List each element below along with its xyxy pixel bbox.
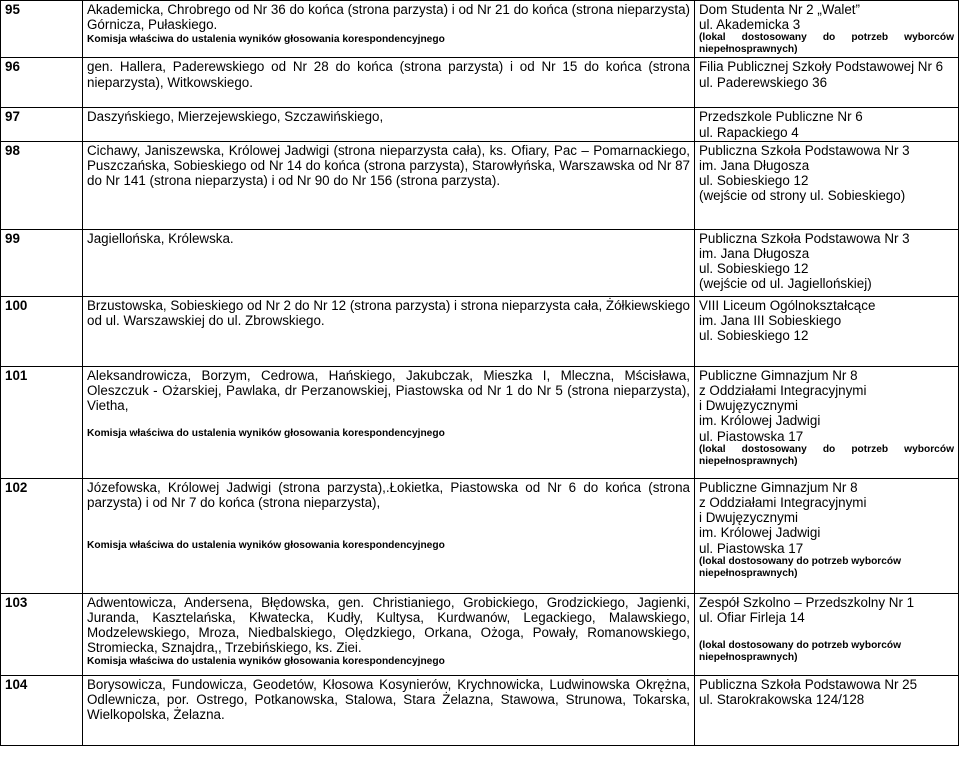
district-streets: Jagiellońska, Królewska. — [83, 229, 695, 296]
table-row — [1, 593, 959, 675]
polling-place: Publiczna Szkoła Podstawowa Nr 25 ul. Starokrakowska 124/128 — [695, 675, 959, 745]
polling-place: Publiczne Gimnazjum Nr 8 z Oddziałami Integracyjnymi i Dwujęzycznymi im. Królowej Jadwigi ul. Piastowska 17 (lokal dostosowany do potrzeb wyborców niepełnosprawnych) — [695, 478, 959, 593]
accessibility-note: (lokal dostosowany do potrzeb wyborców niepełnosprawnych) — [699, 555, 902, 579]
district-number: 101 — [1, 366, 83, 478]
polling-place: Publiczna Szkoła Podstawowa Nr 3 im. Jana Długosza ul. Sobieskiego 12 (wejście od ul. Jagiellońskiej) — [695, 229, 959, 296]
commission-note: Komisja właściwa do ustalenia wyników głosowania korespondencyjnego — [87, 655, 445, 667]
accessibility-note: (lokal dostosowany do potrzeb wyborców niepełnosprawnych) — [699, 32, 954, 56]
table-row — [1, 108, 959, 141]
district-streets: Borysowicza, Fundowicza, Geodetów, Kłosowa Kosynierów, Krychnowicka, Ludwinowska Okrężna, Odlewnicza, por. Ostrego, Potkanowska, Stalowa, Stara Żelazna, Stawowa, Strunowa, Tokarska, Wielkopolska, Żelazna. — [83, 675, 695, 745]
district-streets: Józefowska, Królowej Jadwigi (strona parzysta),.Łokietka, Piastowska od Nr 6 do końca (strona parzysta) i od Nr 7 do końca (strona nieparzysta), Komisja właściwa do ustalenia wyników głosowania korespondencyjnego — [83, 478, 695, 593]
accessibility-note: (lokal dostosowany do potrzeb wyborców niepełnosprawnych) — [699, 640, 902, 664]
commission-note: Komisja właściwa do ustalenia wyników głosowania korespondencyjnego — [87, 540, 445, 552]
table-row — [1, 296, 959, 366]
district-streets: Daszyńskiego, Mierzejewskiego, Szczawińskiego, — [83, 108, 695, 141]
district-streets: Cichawy, Janiszewska, Królowej Jadwigi (strona nieparzysta cała), ks. Ofiary, Pac – Pomarnackiego, Puszczańska, Sobieskiego od Nr 14 do końca (strona parzysta), Starowłyńska, Warszawska od Nr 87 do Nr 141 (strona nieparzysta) i od Nr 90 do Nr 156 (strona parzysta). — [83, 141, 695, 229]
table-row — [1, 141, 959, 229]
district-number: 102 — [1, 478, 83, 593]
table-row — [1, 366, 959, 478]
district-number: 100 — [1, 296, 83, 366]
polling-place: Przedszkole Publiczne Nr 6 ul. Rapackiego 4 — [695, 108, 959, 141]
district-streets: Akademicka, Chrobrego od Nr 36 do końca (strona parzysta) i od Nr 21 do końca (strona nieparzysta) Górnicza, Pułaskiego. Komisja właściwa do ustalenia wyników głosowania korespondencyjnego — [83, 1, 695, 58]
district-streets: Adwentowicza, Andersena, Błędowska, gen. Christianiego, Grobickiego, Grodzickiego, Jagienki, Juranda, Kasztelańska, Kłwatecka, Kudły, Kultysa, Kurdwanów, Legackiego, Malawskiego, Modzelewskiego, Mroza, Niedbalskiego, Olędzkiego, Orkana, Ożoga, Powały, Romanowskiego, Stromiecka, Sznajdra,, Trzebińskiego, ks. Ziei. Komisja właściwa do ustalenia wyników głosowania korespondencyjnego — [83, 593, 695, 675]
polling-place: Zespół Szkolno – Przedszkolny Nr 1 ul. Ofiar Firleja 14 (lokal dostosowany do potrzeb wyborców niepełnosprawnych) — [695, 593, 959, 675]
district-number: 96 — [1, 58, 83, 108]
district-number: 103 — [1, 593, 83, 675]
district-streets: gen. Hallera, Paderewskiego od Nr 28 do końca (strona parzysta) i od Nr 15 do końca (strona nieparzysta), Witkowskiego. — [83, 58, 695, 108]
polling-place: VIII Liceum Ogólnokształcące im. Jana III Sobieskiego ul. Sobieskiego 12 — [695, 296, 959, 366]
district-number: 97 — [1, 108, 83, 141]
commission-note: Komisja właściwa do ustalenia wyników głosowania korespondencyjnego — [87, 428, 445, 440]
district-streets: Aleksandrowicza, Borzym, Cedrowa, Hańskiego, Jakubczak, Mieszka I, Mleczna, Mścisława, Oleszczuk - Ożarskiej, Pawlaka, dr Perzanowskiej, Piastowska od Nr 1 do Nr 5 (strona nieparzysta), Vietha, Komisja właściwa do ustalenia wyników głosowania korespondencyjnego — [83, 366, 695, 478]
polling-place: Filia Publicznej Szkoły Podstawowej Nr 6 ul. Paderewskiego 36 — [695, 58, 959, 108]
table-row — [1, 1, 959, 58]
table-row — [1, 675, 959, 745]
polling-place: Publiczna Szkoła Podstawowa Nr 3 im. Jana Długosza ul. Sobieskiego 12 (wejście od strony ul. Sobieskiego) — [695, 141, 959, 229]
district-number: 104 — [1, 675, 83, 745]
district-number: 98 — [1, 141, 83, 229]
table-row — [1, 478, 959, 593]
district-number: 95 — [1, 1, 83, 58]
accessibility-note: (lokal dostosowany do potrzeb wyborców niepełnosprawnych) — [699, 443, 954, 467]
polling-place: Publiczne Gimnazjum Nr 8 z Oddziałami Integracyjnymi i Dwujęzycznymi im. Królowej Jadwigi ul. Piastowska 17 (lokal dostosowany do potrzeb wyborców niepełnosprawnych) — [695, 366, 959, 478]
district-streets: Brzustowska, Sobieskiego od Nr 2 do Nr 12 (strona parzysta) i strona nieparzysta cała, Żółkiewskiego od ul. Warszawskiej do ul. Zbrowskiego. — [83, 296, 695, 366]
polling-place: Dom Studenta Nr 2 „Walet” ul. Akademicka 3 (lokal dostosowany do potrzeb wyborców niepełnosprawnych) — [695, 1, 959, 58]
commission-note: Komisja właściwa do ustalenia wyników głosowania korespondencyjnego — [87, 34, 445, 46]
district-number: 99 — [1, 229, 83, 296]
table-row — [1, 229, 959, 296]
table-row — [1, 58, 959, 108]
